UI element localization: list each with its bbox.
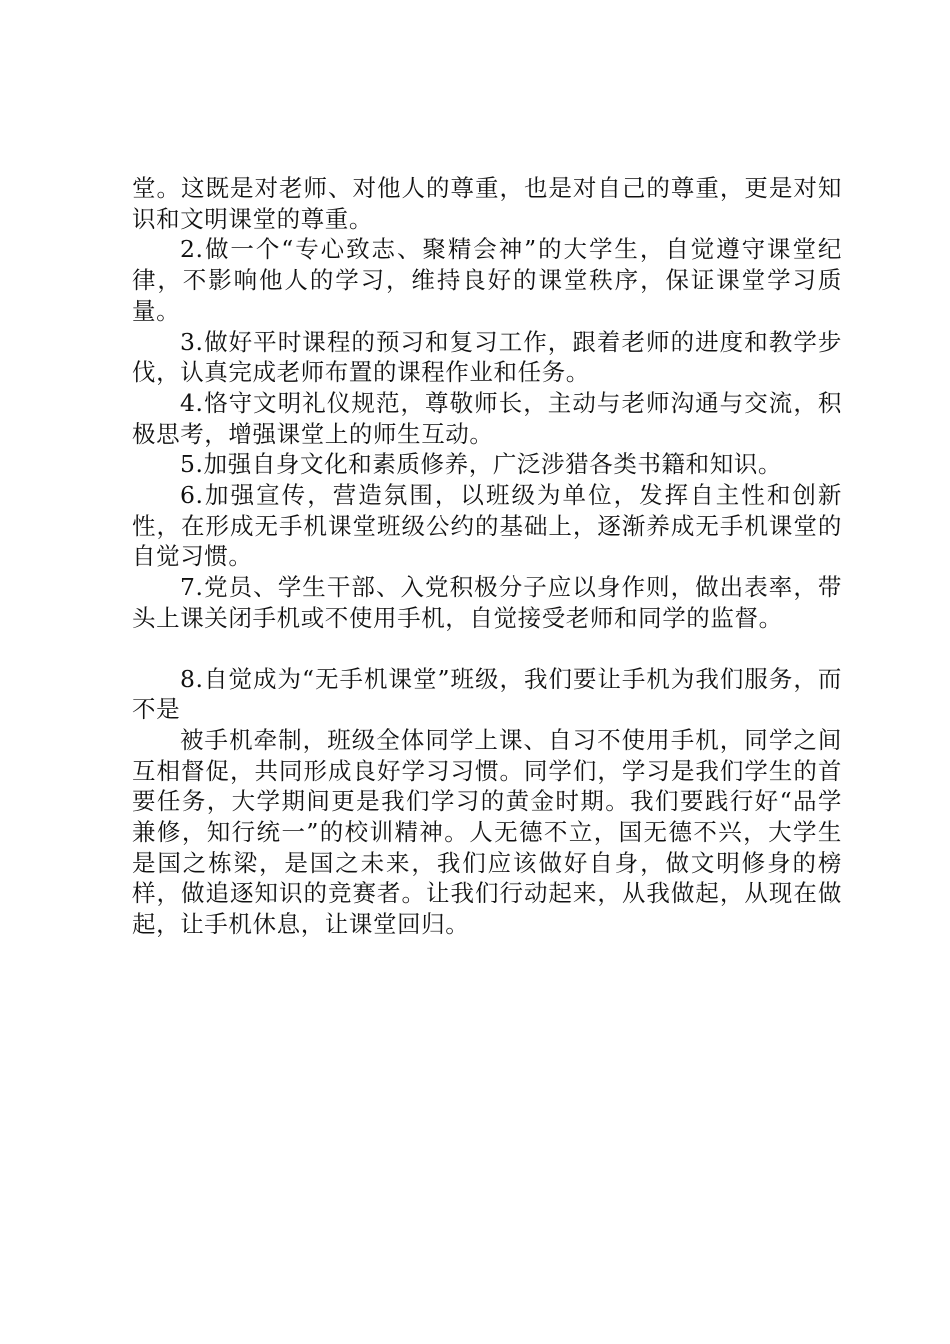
paragraph-item-6: 6.加强宣传，营造氛围，以班级为单位，发挥自主性和创新性，在形成无手机课堂班级公约的基础上，逐渐养成无手机课堂的自觉习惯。: [132, 481, 842, 571]
paragraph-closing: 被手机牵制，班级全体同学上课、自习不使用手机，同学之间互相督促，共同形成良好学习习惯。同学们，学习是我们学生的首要任务，大学期间更是我们学习的黄金时期。我们要践行好“品学兼修，知行统一”的校训精神。人无德不立，国无德不兴，大学生是国之栋梁，是国之未来，我们应该做好自身，做文明修身的榜样，做追逐知识的竞赛者。让我们行动起来，从我做起，从现在做起，让手机休息，让课堂回归。: [132, 725, 842, 939]
paragraph-gap: [132, 634, 842, 664]
document-body: [132, 173, 842, 940]
paragraph-item-3: 3.做好平时课程的预习和复习工作，跟着老师的进度和教学步伐，认真完成老师布置的课程作业和任务。: [132, 327, 842, 387]
paragraph-item-5: 5.加强自身文化和素质修养，广泛涉猎各类书籍和知识。: [180, 450, 783, 479]
paragraph-item-4: 4.恪守文明礼仪规范，尊敬师长，主动与老师沟通与交流，积极思考，增强课堂上的师生互动。: [132, 388, 842, 448]
paragraph-item-8: 8.自觉成为“无手机课堂”班级，我们要让手机为我们服务，而不是: [132, 664, 842, 724]
paragraph-item-7: 7.党员、学生干部、入党积极分子应以身作则，做出表率，带头上课关闭手机或不使用手机，自觉接受老师和同学的监督。: [132, 573, 842, 632]
paragraph-continuation: 堂。这既是对老师、对他人的尊重，也是对自己的尊重，更是对知识和文明课堂的尊重。: [132, 174, 842, 233]
paragraph-item-2: 2.做一个“专心致志、聚精会神”的大学生，自觉遵守课堂纪律，不影响他人的学习，维持良好的课堂秩序，保证课堂学习质量。: [132, 235, 842, 325]
